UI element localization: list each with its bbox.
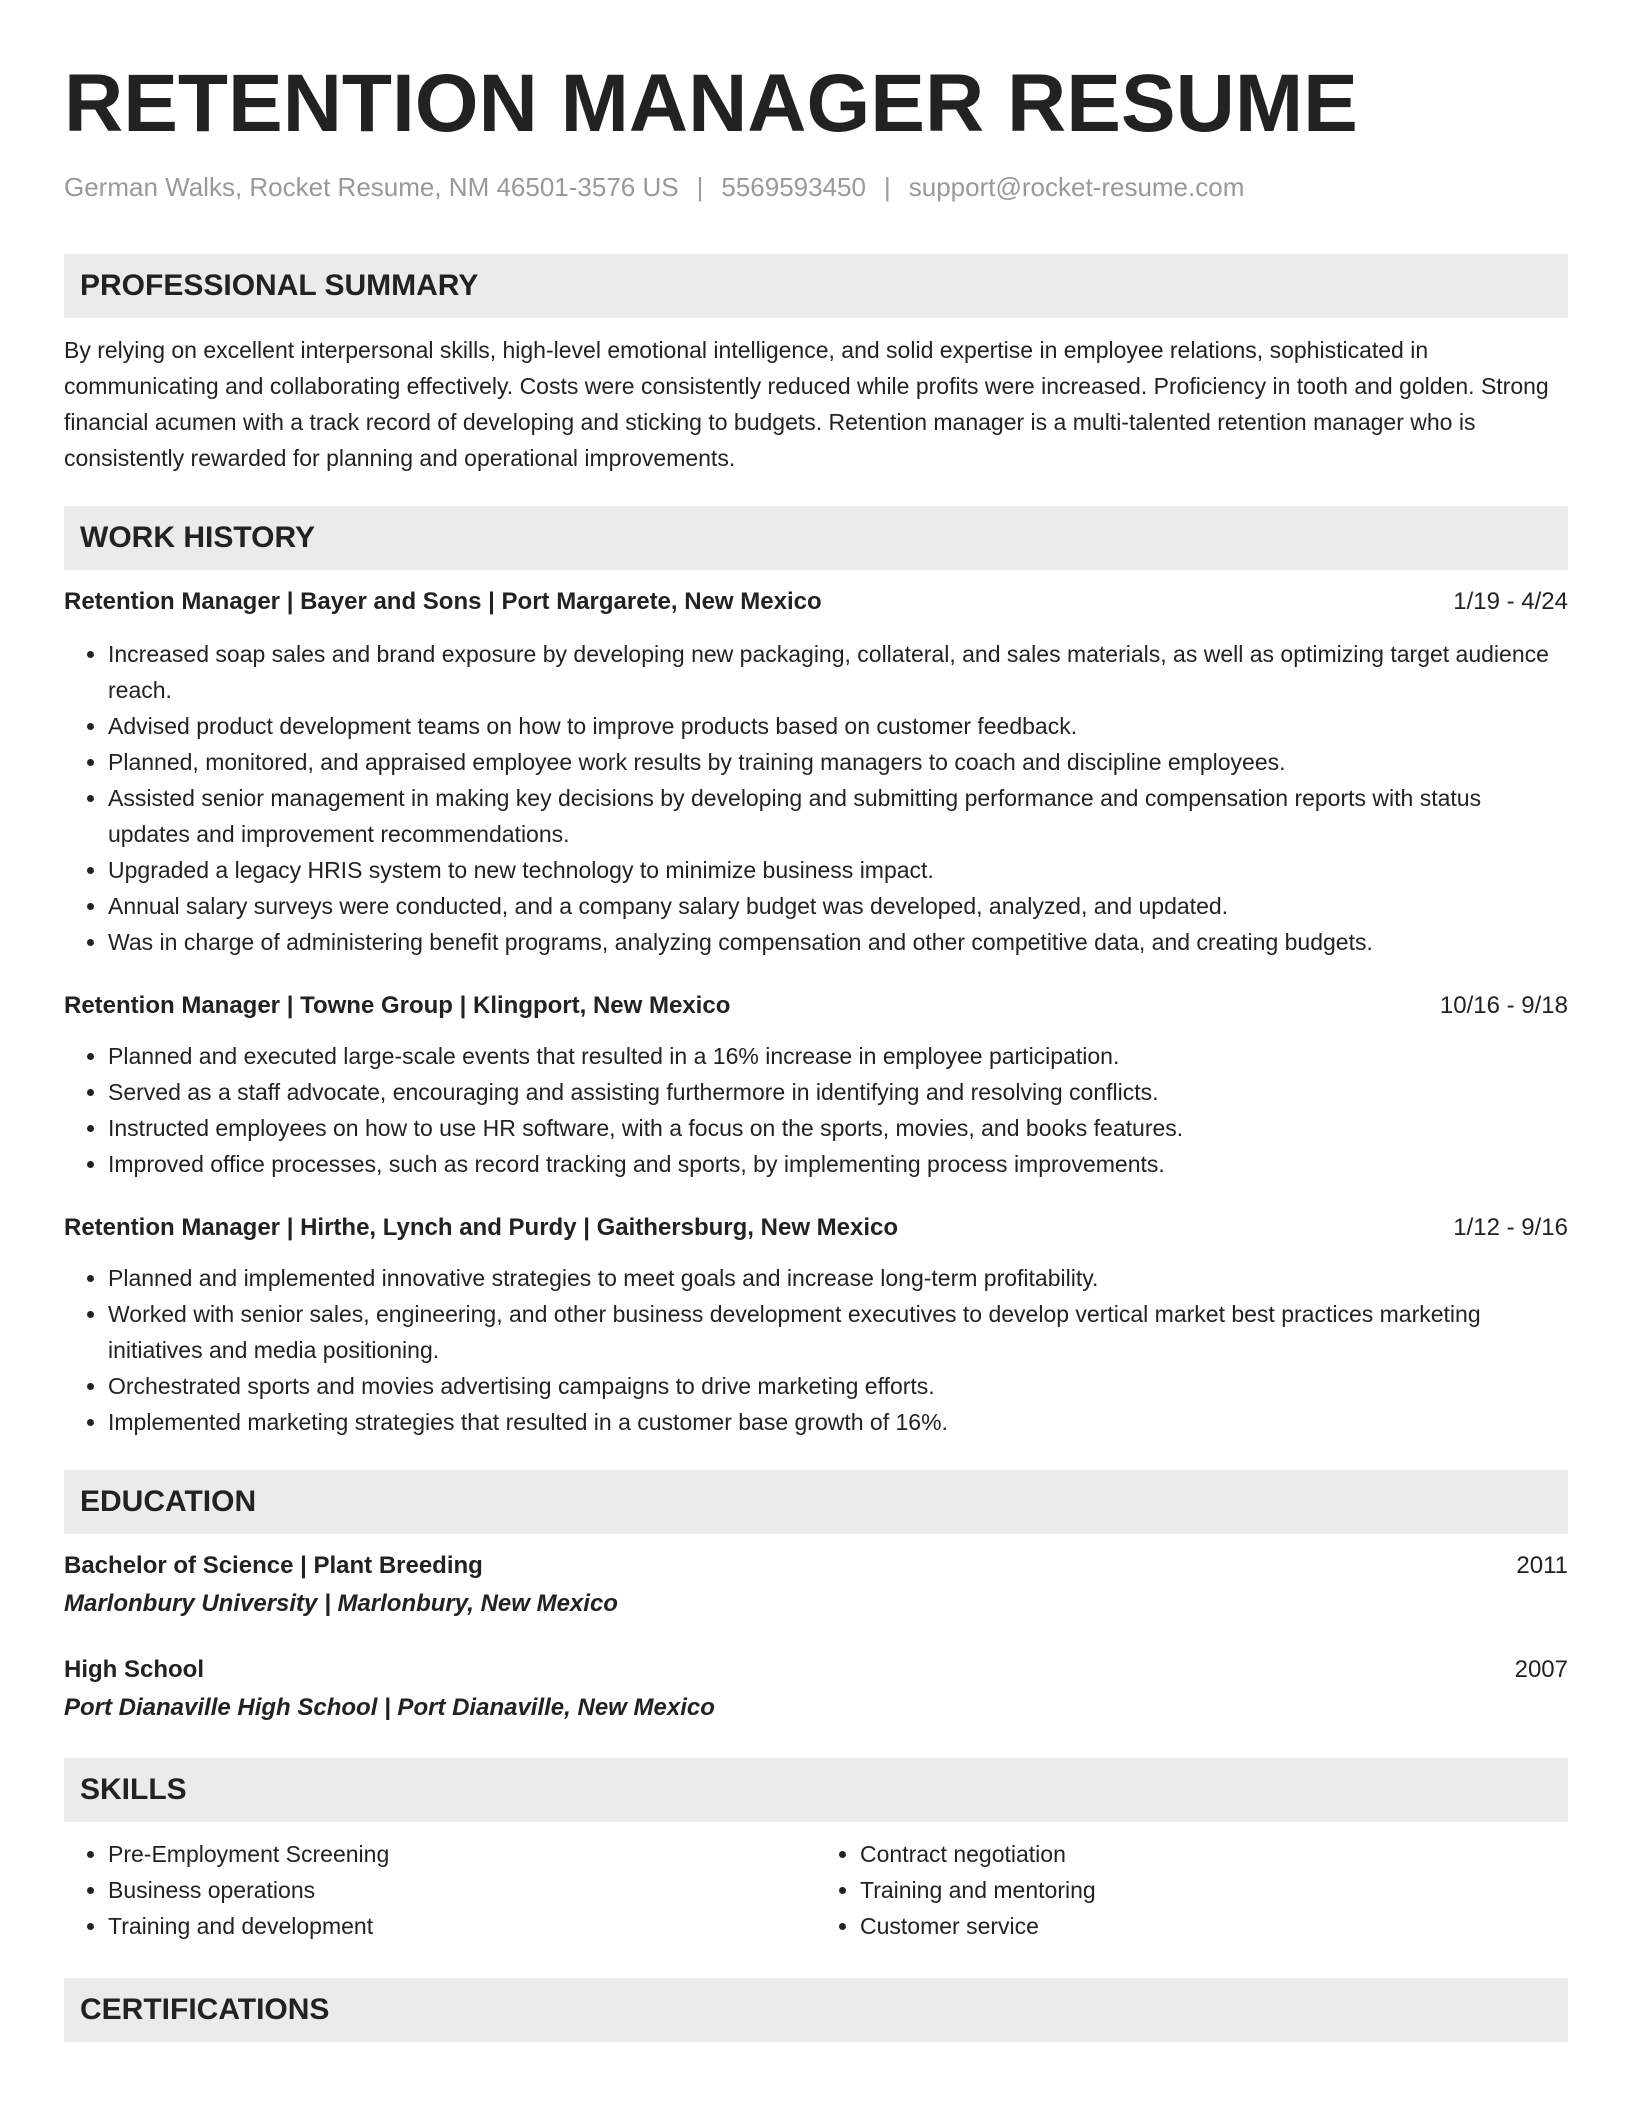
skills-heading: SKILLS <box>64 1758 1568 1822</box>
job-bullet: • Was in charge of administering benefit programs, analyzing compensation and other competitive data, and creating budgets. <box>108 924 1568 960</box>
job-dates: 10/16 - 9/18 <box>1439 992 1568 1019</box>
job-bullet: • Served as a staff advocate, encouraging and assisting furthermore in identifying and resolving conflicts. <box>108 1074 1568 1110</box>
contact-separator: | <box>696 172 704 202</box>
contact-address: German Walks, Rocket Resume, NM 46501-3576 US <box>64 172 679 202</box>
job-bullet: • Assisted senior management in making key decisions by developing and submitting performance and compensation reports with status updates and improvement recommendations. <box>108 780 1568 852</box>
skill-item: • Customer service <box>860 1908 1568 1944</box>
job-dates: 1/19 - 4/24 <box>1453 588 1568 615</box>
skill-item: • Training and mentoring <box>860 1872 1568 1908</box>
skills-columns <box>64 1836 1568 1944</box>
contact-email: support@rocket-resume.com <box>908 172 1245 202</box>
skill-item: • Business operations <box>108 1872 816 1908</box>
job-bullet: • Improved office processes, such as record tracking and sports, by implementing process improvements. <box>108 1146 1568 1182</box>
job-dates: 1/12 - 9/16 <box>1453 1214 1568 1241</box>
certifications-heading: CERTIFICATIONS <box>64 1978 1568 2042</box>
job-bullet: • Planned, monitored, and appraised employee work results by training managers to coach and discipline employees. <box>108 744 1568 780</box>
resume-title: RETENTION MANAGER RESUME <box>64 58 1358 149</box>
summary-text: By relying on excellent interpersonal skills, high-level emotional intelligence, and solid expertise in employee relations, sophisticated in communicating and collaborating effectively. Costs were consistently reduced while profits were increased. Proficiency in tooth and golden. Strong financial acumen with a track record of developing and sticking to budgets. Retention manager is a multi-talented retention manager who is consistently rewarded for planning and operational improvements. <box>64 337 1549 471</box>
job-bullet: • Planned and executed large-scale events that resulted in a 16% increase in employee participation. <box>108 1038 1568 1074</box>
education-entry <box>64 1550 1568 1620</box>
summary-heading: PROFESSIONAL SUMMARY <box>64 254 1568 318</box>
job-bullet: • Upgraded a legacy HRIS system to new technology to minimize business impact. <box>108 852 1568 888</box>
contact-phone: 5569593450 <box>721 172 866 202</box>
contact-line <box>64 172 1568 202</box>
job-title: Retention Manager | Towne Group | Klingport, New Mexico <box>64 992 731 1019</box>
job-bullet: • Worked with senior sales, engineering, and other business development executives to develop vertical market best practices marketing initiatives and media positioning. <box>108 1296 1568 1368</box>
skill-item: • Pre-Employment Screening <box>108 1836 816 1872</box>
skills-list-left <box>64 1836 816 1944</box>
job-entry <box>64 990 1568 1182</box>
skill-item: • Training and development <box>108 1908 816 1944</box>
job-bullet: • Instructed employees on how to use HR software, with a focus on the sports, movies, and books features. <box>108 1110 1568 1146</box>
job-bullet: • Planned and implemented innovative strategies to meet goals and increase long-term profitability. <box>108 1260 1568 1296</box>
job-entry <box>64 1212 1568 1440</box>
job-header <box>64 990 1568 1022</box>
education-header <box>64 1550 1568 1582</box>
job-bullets <box>64 1038 1568 1182</box>
work-history-heading: WORK HISTORY <box>64 506 1568 570</box>
job-bullet: • Increased soap sales and brand exposure by developing new packaging, collateral, and sales materials, as well as optimizing target audience reach. <box>108 636 1568 708</box>
skill-item: • Contract negotiation <box>860 1836 1568 1872</box>
job-title: Retention Manager | Hirthe, Lynch and Purdy | Gaithersburg, New Mexico <box>64 1214 899 1241</box>
job-bullets <box>64 1260 1568 1440</box>
job-header <box>64 586 1568 618</box>
job-header <box>64 1212 1568 1244</box>
job-bullets <box>64 636 1568 960</box>
education-degree: Bachelor of Science | Plant Breeding <box>64 1552 483 1579</box>
contact-separator: | <box>883 172 891 202</box>
job-entry <box>64 586 1568 960</box>
education-heading: EDUCATION <box>64 1470 1568 1534</box>
education-year: 2011 <box>1516 1552 1568 1579</box>
education-year: 2007 <box>1514 1656 1568 1683</box>
job-bullet: • Annual salary surveys were conducted, and a company salary budget was developed, analyzed, and updated. <box>108 888 1568 924</box>
education-header <box>64 1654 1568 1686</box>
education-school: Port Dianaville High School | Port Dianaville, New Mexico <box>64 1694 715 1721</box>
job-title: Retention Manager | Bayer and Sons | Port Margarete, New Mexico <box>64 588 822 615</box>
job-bullet: • Orchestrated sports and movies advertising campaigns to drive marketing efforts. <box>108 1368 1568 1404</box>
education-degree: High School <box>64 1656 204 1683</box>
job-bullet: • Advised product development teams on how to improve products based on customer feedback. <box>108 708 1568 744</box>
education-school: Marlonbury University | Marlonbury, New Mexico <box>64 1590 618 1617</box>
skills-list-right <box>816 1836 1568 1944</box>
education-entry <box>64 1654 1568 1724</box>
job-bullet: • Implemented marketing strategies that resulted in a customer base growth of 16%. <box>108 1404 1568 1440</box>
resume-page <box>64 0 1568 2042</box>
